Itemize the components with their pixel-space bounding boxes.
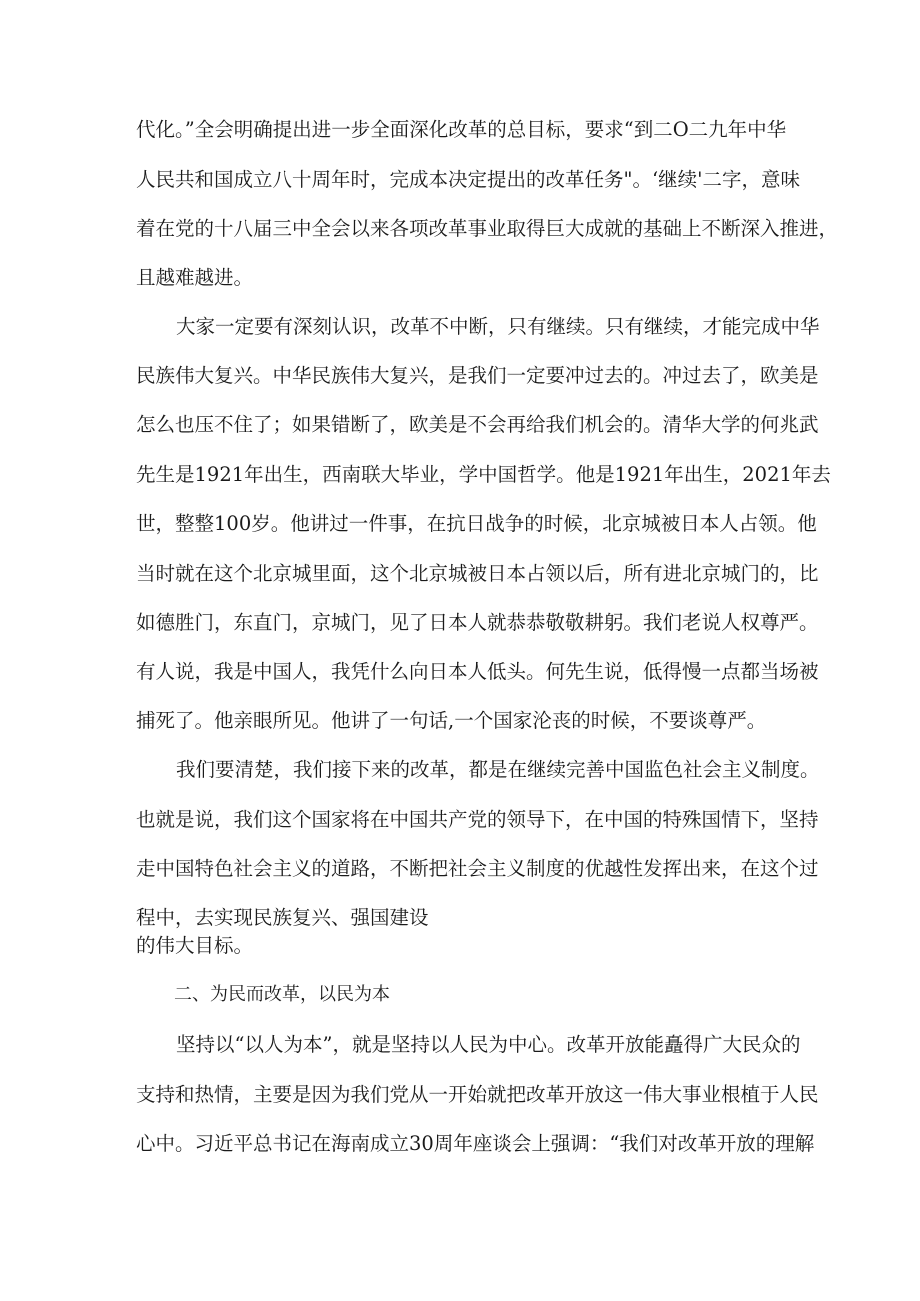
paragraph-2-line-7: 如德胜门，东直门，京城门，见了日本人就恭恭敬敬耕躬。我们老说人权尊严。 xyxy=(136,611,819,634)
paragraph-2-line-8: 有人说，我是中国人，我凭什么向日本人低头。何先生说，低得慢一点都当场被 xyxy=(136,660,819,683)
section-heading: 二、为民而改革，以民为本 xyxy=(174,984,390,1005)
paragraph-2-line-4: 先生是1921年出生，西南联大毕业，学中国哲学。他是1921年出生，2021年去 xyxy=(136,463,831,486)
paragraph-2-line-9: 捕死了。他亲眼所见。他讲了一句话,一个国家沦丧的时候，不要谈尊严。 xyxy=(136,709,767,732)
paragraph-3-line-4: 程中，去实现民族复兴、强国建设 xyxy=(136,906,429,929)
paragraph-2-line-3: 怎么也压不住了；如果错断了，欧美是不会再给我们机会的。清华大学的何兆武 xyxy=(136,413,819,436)
paragraph-3-line-2: 也就是说，我们这个国家将在中国共产党的领导下，在中国的特殊国情下，坚持 xyxy=(136,808,819,831)
paragraph-4-line-1: 坚持以“以人为本”，就是坚持以人民为中心。改革开放能矗得广大民众的 xyxy=(176,1033,801,1056)
paragraph-3-line-5: 的伟大目标。 xyxy=(136,934,254,957)
paragraph-1-line-1: 代化。”全会明确提出进一步全面深化改革的总目标，要求“到二O二九年中华 xyxy=(136,118,787,141)
paragraph-4-line-3: 心中。习近平总书记在海南成立30周年座谈会上强调：“我们对改革开放的理解 xyxy=(136,1132,815,1155)
paragraph-2-line-1: 大家一定要有深刻认识，改革不中断，只有继续。只有继续，才能完成中华 xyxy=(176,315,820,338)
paragraph-1-line-4: 且越难越进。 xyxy=(136,266,254,289)
paragraph-2-line-5: 世，整整100岁。他讲过一件事，在抗日战争的时候，北京城被日本人占领。他 xyxy=(136,512,817,535)
paragraph-4-line-2: 支持和热情，主要是因为我们党从一开始就把改革开放这一伟大事业根植于人民 xyxy=(136,1083,819,1106)
paragraph-2-line-2: 民族伟大复兴。中华民族伟大复兴，是我们一定要冲过去的。冲过去了，欧美是 xyxy=(136,364,819,387)
paragraph-3-line-3: 走中国特色社会主义的道路，不断把社会主义制度的优越性发挥出来，在这个过 xyxy=(136,857,819,880)
paragraph-1-line-3: 着在党的十八届三中全会以来各项改革事业取得巨大成就的基础上不断深入推进， xyxy=(136,217,839,240)
paragraph-3-line-1: 我们要清楚，我们接下来的改革，都是在继续完善中国监色社会主义制度。 xyxy=(176,758,820,781)
paragraph-2-line-6: 当时就在这个北京城里面，这个北京城被日本占领以后，所有进北京城门的，比 xyxy=(136,562,819,585)
paragraph-1-line-2: 人民共和国成立八十周年时，完成本决定提出的改革任务"。‘继续'二字，意味 xyxy=(136,168,801,191)
